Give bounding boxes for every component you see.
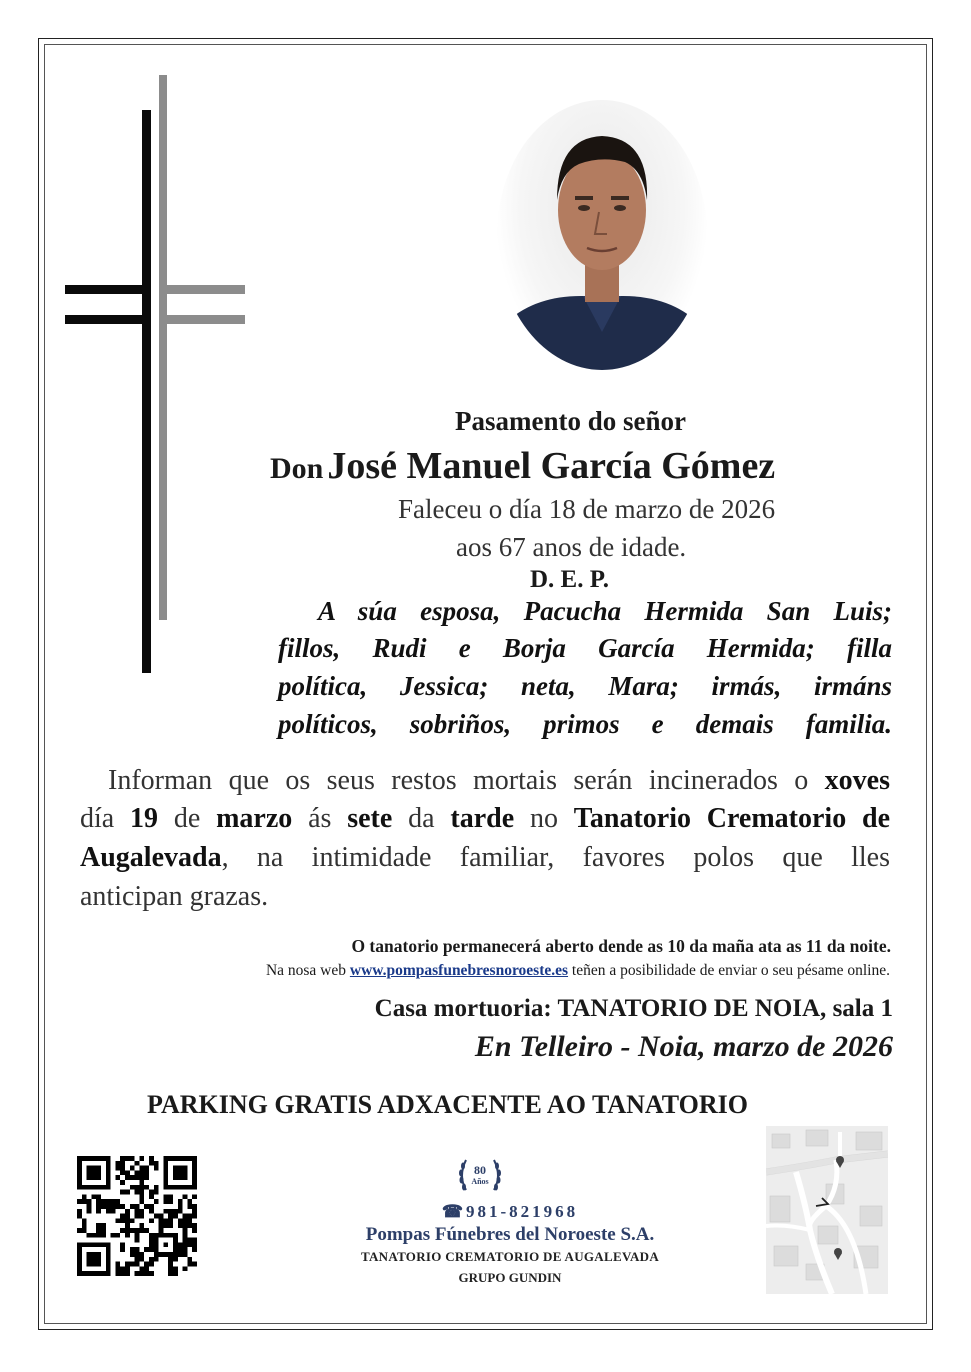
family-line: A súa esposa, Pacucha Hermida San Luis; <box>318 596 892 626</box>
svg-text:Años: Años <box>471 1177 489 1186</box>
place-date: En Telleiro - Noia, marzo de 2026 <box>474 1030 893 1063</box>
phone-number: 981-821968 <box>466 1202 579 1221</box>
portrait-photo <box>497 100 707 370</box>
family-line: políticos, sobriños, primos e demais familia. <box>278 709 892 739</box>
parking-notice: PARKING GRATIS ADXACENTE AO TANATORIO <box>147 1090 748 1119</box>
deceased-name-line <box>270 444 775 488</box>
death-date-line: Faleceu o día 18 de marzo de 2026 <box>398 494 776 524</box>
title-line: Pasamento do señor <box>455 406 686 436</box>
deceased-name: José Manuel García Gómez <box>327 445 776 487</box>
announcement-line: día 19 de marzo ás sete da tarde no Tanatorio Crematorio de <box>80 803 891 834</box>
age-line: aos 67 anos de idade. <box>456 532 687 562</box>
announcement-line: anticipan grazas. <box>80 881 269 912</box>
family-line: fillos, Rudi e Borja García Hermida; filla <box>278 633 892 663</box>
opening-hours: O tanatorio permanecerá aberto dende as 10 da maña ata as 11 da noite. <box>351 936 891 956</box>
announcement-line: Augalevada, na intimidade familiar, favores polos que lles <box>80 842 890 873</box>
qr-code-icon[interactable] <box>77 1156 197 1276</box>
company-name: Pompas Fúnebres del Noroeste S.A. <box>365 1224 655 1245</box>
honorific: Don <box>270 452 324 485</box>
announcement-line: Informan que os seus restos mortais serán incinerados o xoves <box>108 765 890 796</box>
group-name: GRUPO GUNDIN <box>458 1270 562 1285</box>
svg-text:80: 80 <box>474 1163 486 1177</box>
anniversary-logo <box>456 1150 504 1198</box>
map-icon[interactable] <box>766 1126 888 1294</box>
funeral-home-line: Casa mortuoria: TANATORIO DE NOIA, sala 1 <box>374 995 893 1022</box>
phone-line[interactable] <box>250 1202 770 1222</box>
dep-line: D. E. P. <box>530 566 609 593</box>
website-link[interactable]: www.pompasfunebresnoroeste.es <box>349 962 569 979</box>
phone-icon: ☎ <box>441 1202 466 1221</box>
condolence-web-line: Na nosa web www.pompasfunebresnoroeste.es teñen a posibilidade de enviar o seu pésame online. <box>265 962 890 979</box>
family-line: política, Jessica; neta, Mara; irmás, irmáns <box>278 671 892 701</box>
crematorio-name: TANATORIO CREMATORIO DE AUGALEVADA <box>360 1249 660 1264</box>
